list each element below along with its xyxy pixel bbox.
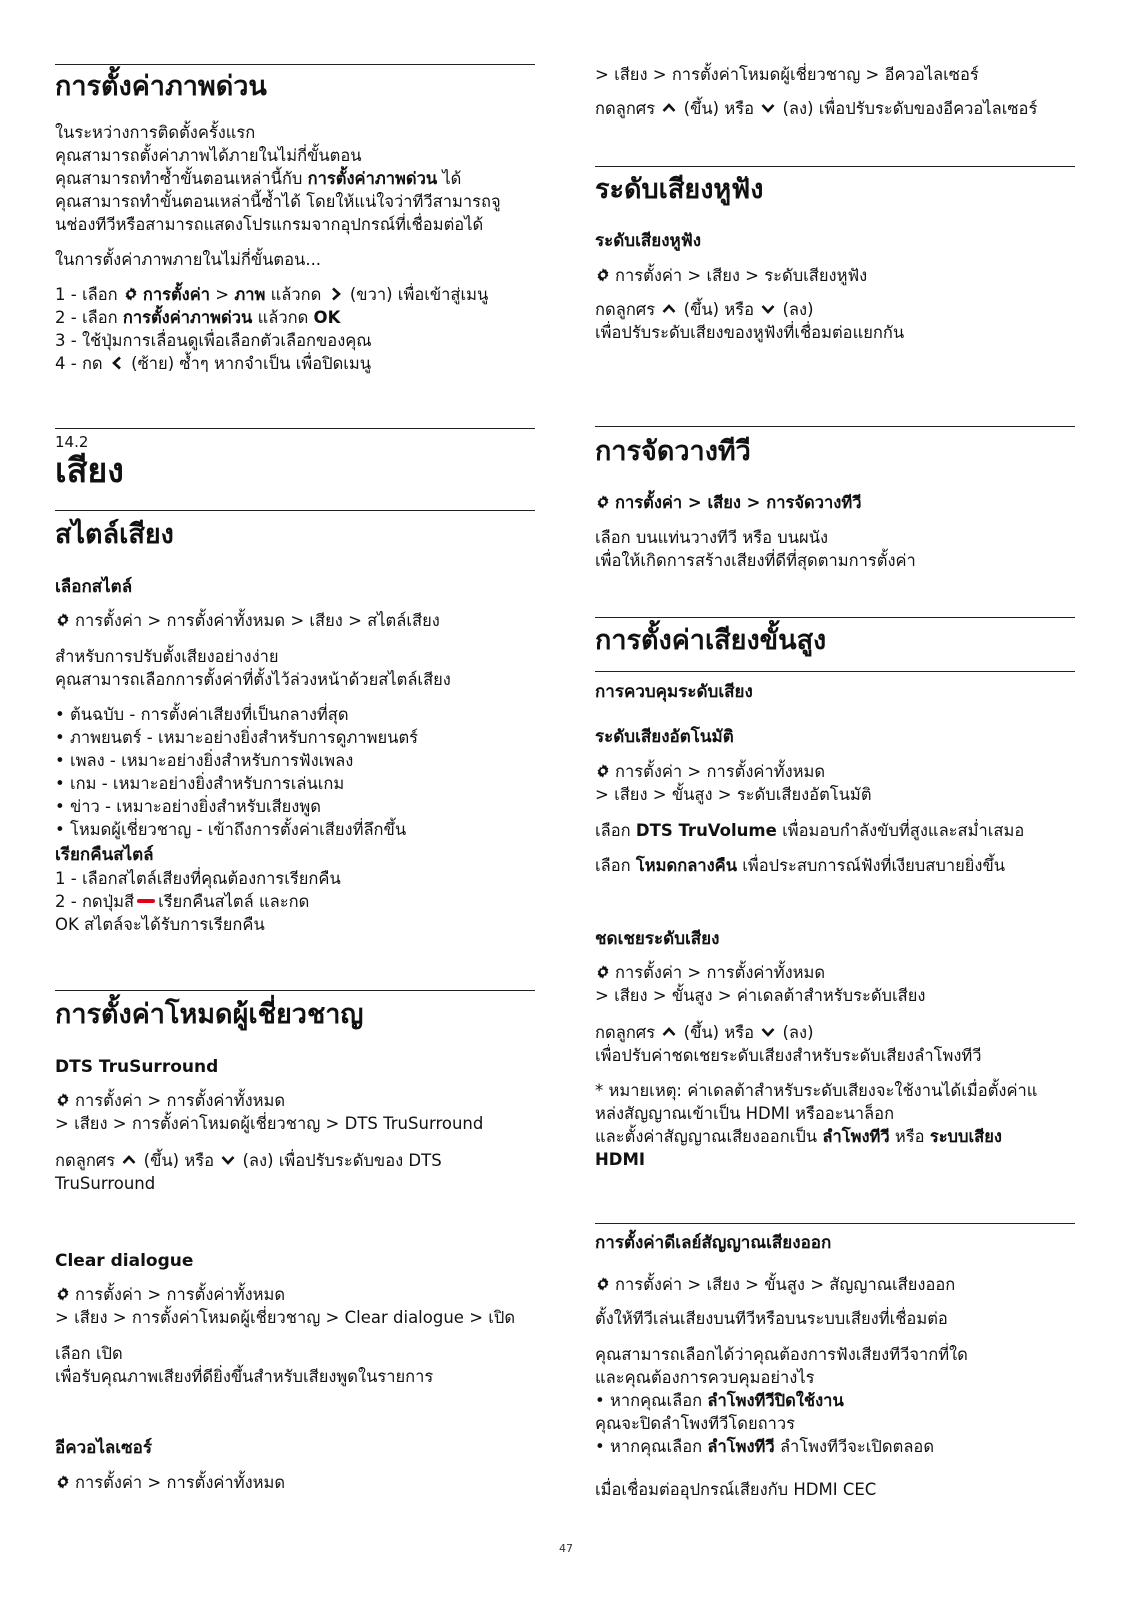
menu-path: การตั้งค่า > การตั้งค่าทั้งหมด > เสียง > สไตล์เสียง [55,609,535,632]
headphone-volume-title: ระดับเสียงหูฟัง [595,174,764,205]
section-title: เสียง [55,451,124,491]
chevron-up-icon [122,1153,136,1167]
step-1: 1 - เลือก การตั้งค่า > ภาพ แล้วกด (ขวา) เพื่อเข้าสู่เมนู [55,285,489,304]
chevron-down-icon [761,101,775,115]
list-item: • หากคุณเลือก ลำโพงทีวี ลำโพงทีวีจะเปิดตลอด [595,1437,935,1456]
quick-picture-lead: ในการตั้งค่าภาพภายในไม่กี่ขั้นตอน... [55,250,322,269]
section-rule [55,510,535,511]
audio-out-note: เมื่อเชื่อมต่ออุปกรณ์เสียงกับ HDMI CEC [595,1480,877,1499]
chevron-down-icon [761,1025,775,1039]
list-item: • เกม - เหมาะอย่างยิ่งสำหรับการเล่นเกม [55,774,345,793]
intro-line: คุณสามารถทำซ้ำขั้นตอนเหล่านี้กับ การตั้งค่าภาพด่วน ได้ [55,169,462,188]
select-style-heading: เลือกสไตล์ [55,577,133,597]
restore-style-steps: 1 - เลือกสไตล์เสียงที่คุณต้องการเรียกคืน 2 - กดปุ่มสี เรียกคืนสไตล์ และกด OK สไตล์จะได้รับการเรียกคืน [55,869,341,934]
gear-icon [55,612,71,628]
step-2: 2 - เลือก การตั้งค่าภาพด่วน แล้วกด OK [55,308,341,327]
auto-volume-option-1: เลือก DTS TruVolume เพื่อมอบกำลังขับที่สูงและสม่ำเสมอ [595,821,1025,840]
headphone-volume-heading: ระดับเสียงหูฟัง [595,231,702,251]
list-item: • หากคุณเลือก ลำโพงทีวีปิดใช้งาน [595,1391,844,1410]
audio-out-options: คุณสามารถเลือกได้ว่าคุณต้องการฟังเสียงทีวีจากที่ใด และคุณต้องการควบคุมอย่างไร • หากคุณเลือก ลำโพงทีวีปิดใช้งาน คุณจะปิดลำโพงทีวีโดยถาวร • หากคุณเลือก ลำโพงทีวี ลำโพงทีวีจะเปิดตลอด [595,1343,1075,1458]
dts-description: กดลูกศร (ขึ้น) หรือ (ลง) เพื่อปรับระดับของ DTS TruSurround [55,1151,442,1193]
list-item: • ต้นฉบับ - การตั้งค่าเสียงที่เป็นกลางที่สุด [55,705,349,724]
intro-line: ในระหว่างการติดตั้งครั้งแรก [55,123,256,142]
chevron-up-icon [662,101,676,115]
chevron-down-icon [221,1153,235,1167]
restore-style-heading: เรียกคืนสไตล์ [55,845,154,865]
list-item: • โหมดผู้เชี่ยวชาญ - เข้าถึงการตั้งค่าเสียงที่ลึกขึ้น [55,820,407,839]
quick-picture-intro [55,121,535,236]
gear-icon [55,1092,71,1108]
section-rule [595,617,1075,618]
audio-out-description: ตั้งให้ทีวีเล่นเสียงบนทีวีหรือบนระบบเสียงที่เชื่อมต่อ [595,1309,948,1328]
section-rule [595,671,1075,672]
gear-icon [595,494,611,510]
menu-path: การตั้งค่า > การตั้งค่าทั้งหมด > เสียง > การตั้งค่าโหมดผู้เชี่ยวชาญ > DTS TruSurround [55,1091,484,1133]
advanced-sound-title: การตั้งค่าเสียงขั้นสูง [595,625,827,656]
headphone-description: กดลูกศร (ขึ้น) หรือ (ลง) เพื่อปรับระดับเสียงของหูฟังที่เชื่อมต่อแยกกัน [595,300,905,342]
sound-style-description: สำหรับการปรับตั้งเสียงอย่างง่าย คุณสามารถเลือกการตั้งค่าที่ตั้งไว้ล่วงหน้าด้วยสไตล์เสียง [55,647,451,689]
dts-trusurround-heading: DTS TruSurround [55,1057,219,1077]
quick-picture-steps [55,283,535,375]
equalizer-description: กดลูกศร (ขึ้น) หรือ (ลง) เพื่อปรับระดับของอีควอไลเซอร์ [595,99,1038,118]
chevron-right-icon [329,287,343,301]
clear-dialogue-description: เลือก เปิด เพื่อรับคุณภาพเสียงที่ดียิ่งขึ้นสำหรับเสียงพูดในรายการ [55,1344,434,1386]
menu-path: การตั้งค่า > การตั้งค่าทั้งหมด > เสียง > ขั้นสูง > ระดับเสียงอัตโนมัติ [595,762,872,804]
volume-control-heading: การควบคุมระดับเสียง [595,682,753,702]
section-rule [55,428,535,429]
tv-placement-title: การจัดวางทีวี [595,436,751,467]
menu-path: การตั้งค่า > เสียง > ขั้นสูง > สัญญาณเสียงออก [595,1273,1075,1296]
section-rule [595,426,1075,427]
chevron-up-icon [662,302,676,316]
gear-icon [595,964,611,980]
red-color-key-icon [137,899,155,903]
auto-volume-heading: ระดับเสียงอัตโนมัติ [595,727,734,747]
delta-volume-description: กดลูกศร (ขึ้น) หรือ (ลง) เพื่อปรับค่าชดเชยระดับเสียงสำหรับระดับเสียงลำโพงทีวี [595,1023,982,1065]
step-3: 3 - ใช้ปุ่มการเลื่อนดูเพื่อเลือกตัวเลือกของคุณ [55,331,372,350]
delta-volume-heading: ชดเชยระดับเสียง [595,929,720,949]
sound-style-title: สไตล์เสียง [55,519,174,550]
equalizer-heading: อีควอไลเซอร์ [55,1438,152,1458]
delta-volume-note: * หมายเหตุ: ค่าเดลต้าสำหรับระดับเสียงจะใช้งานได้เมื่อตั้งค่าแ หล่งสัญญาณเข้าเป็น HDMI หรืออะนาล็อก และตั้งค่าสัญญาณเสียงออกเป็น ลำโพงทีวี หรือ ระบบเสียง HDMI [595,1081,1038,1169]
section-rule [55,64,535,65]
chevron-down-icon [761,302,775,316]
chevron-up-icon [662,1025,676,1039]
list-item: • ภาพยนตร์ - เหมาะอย่างยิ่งสำหรับการดูภาพยนตร์ [55,728,419,747]
section-rule [55,990,535,991]
menu-path: การตั้งค่า > เสียง > ระดับเสียงหูฟัง [595,264,1075,287]
menu-path: การตั้งค่า > การตั้งค่าทั้งหมด > เสียง > การตั้งค่าโหมดผู้เชี่ยวชาญ > Clear dialogue > เปิด [55,1285,516,1327]
intro-line: คุณสามารถตั้งค่าภาพได้ภายในไม่กี่ขั้นตอน [55,146,362,165]
gear-icon [123,286,139,302]
clear-dialogue-heading: Clear dialogue [55,1251,194,1271]
menu-path: การตั้งค่า > การตั้งค่าทั้งหมด [55,1471,535,1494]
menu-path: > เสียง > การตั้งค่าโหมดผู้เชี่ยวชาญ > อีควอไลเซอร์ [595,65,979,84]
section-rule [595,1223,1075,1224]
menu-path: การตั้งค่า > เสียง > การจัดวางทีวี [595,491,1075,514]
intro-line: นช่องทีวีหรือสามารถแสดงโปรแกรมจากอุปกรณ์ที่เชื่อมต่อได้ [55,215,484,234]
menu-path: การตั้งค่า > การตั้งค่าทั้งหมด > เสียง > ขั้นสูง > ค่าเดลต้าสำหรับระดับเสียง [595,963,926,1005]
gear-icon [55,1474,71,1490]
sound-style-list [55,703,535,841]
intro-line: คุณสามารถทำขั้นตอนเหล่านี้ซ้ำได้ โดยให้แน่ใจว่าทีวีสามารถจู [55,192,501,211]
quick-picture-link: การตั้งค่าภาพด่วน [307,169,438,188]
step-4: 4 - กด (ซ้าย) ซ้ำๆ หากจำเป็น เพื่อปิดเมนู [55,354,372,373]
chevron-left-icon [110,356,124,370]
audio-out-heading: การตั้งค่าดีเลย์สัญญาณเสียงออก [595,1233,832,1253]
gear-icon [55,1286,71,1302]
quick-picture-title: การตั้งค่าภาพด่วน [55,71,267,102]
gear-icon [595,1276,611,1292]
section-number: 14.2 [55,433,89,451]
list-item: • เพลง - เหมาะอย่างยิ่งสำหรับการฟังเพลง [55,751,354,770]
gear-icon [595,267,611,283]
expert-mode-title: การตั้งค่าโหมดผู้เชี่ยวชาญ [55,999,364,1030]
page-number: 47 [559,1542,573,1555]
section-rule [595,166,1075,167]
gear-icon [595,763,611,779]
list-item: • ข่าว - เหมาะอย่างยิ่งสำหรับเสียงพูด [55,797,321,816]
tv-placement-description: เลือก บนแท่นวางทีวี หรือ บนผนัง เพื่อให้เกิดการสร้างเสียงที่ดีที่สุดตามการตั้งค่า [595,528,916,570]
auto-volume-option-2: เลือก โหมดกลางคืน เพื่อประสบการณ์ฟังที่เงียบสบายยิ่งขึ้น [595,856,1006,875]
